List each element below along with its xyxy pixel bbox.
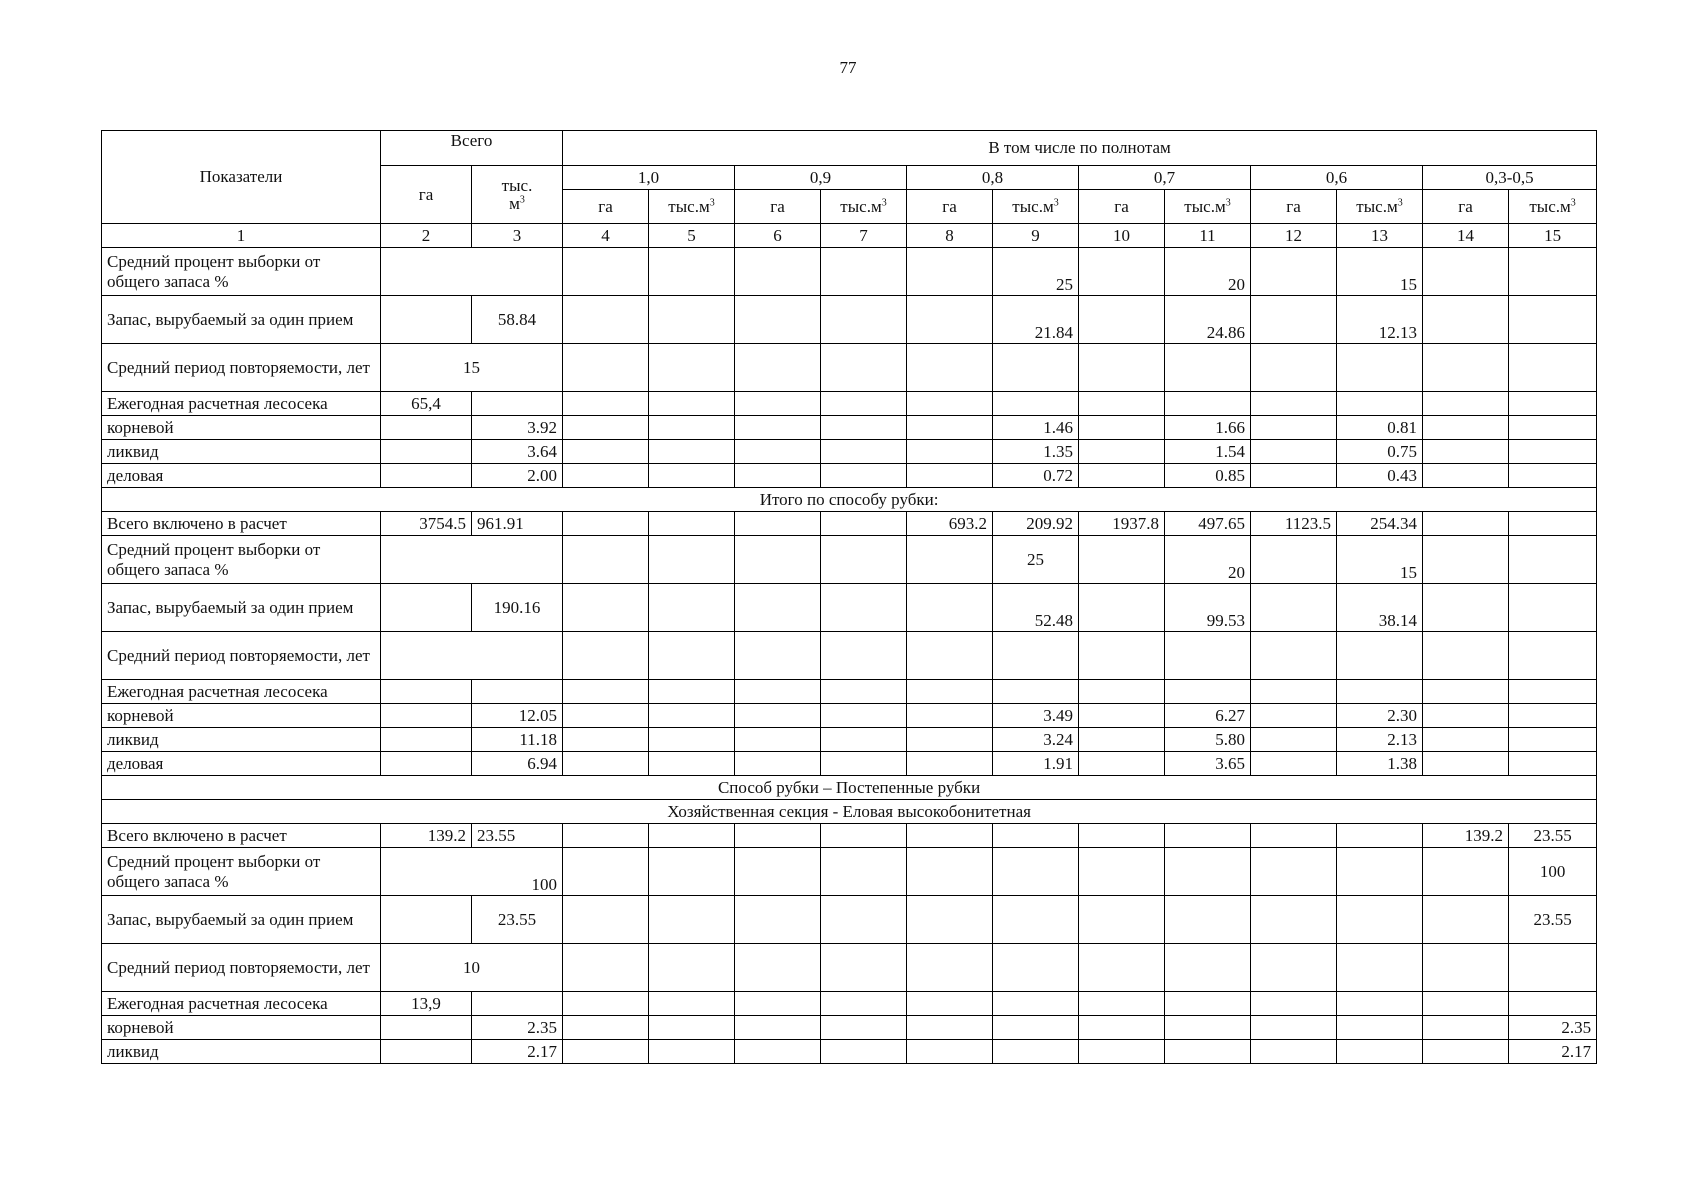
cell-value: 0.43 [1337, 464, 1423, 488]
column-number: 3 [472, 224, 563, 248]
cell-value: 10 [381, 944, 563, 992]
cell-value: 12.13 [1337, 296, 1423, 344]
row-label: Средний процент выборки от общего запаса % [102, 248, 381, 296]
table-row [102, 392, 1597, 416]
row-label: ликвид [102, 1040, 381, 1064]
cell-value: 15 [1337, 536, 1423, 584]
row-label: ликвид [102, 440, 381, 464]
cell-value: 1.54 [1165, 440, 1251, 464]
cell-value: 2.35 [472, 1016, 563, 1040]
cell-value: 1123.5 [1251, 512, 1337, 536]
column-number: 15 [1509, 224, 1597, 248]
row-label: корневой [102, 1016, 381, 1040]
table-row [102, 728, 1597, 752]
cell-value: 6.94 [472, 752, 563, 776]
cell-value: 0.81 [1337, 416, 1423, 440]
cell-value: 100 [1509, 848, 1597, 896]
cell-value: 21.84 [993, 296, 1079, 344]
subheader-m3: $тыс.м^3$ [1509, 190, 1597, 224]
row-label: Средний период повторяемости, лет [102, 632, 381, 680]
cell-value: 254.34 [1337, 512, 1423, 536]
cell-value: 0.85 [1165, 464, 1251, 488]
cell-value: 2.17 [472, 1040, 563, 1064]
cell-value: 1.35 [993, 440, 1079, 464]
cell-value: 11.18 [472, 728, 563, 752]
cell-value: 139.2 [381, 824, 472, 848]
cell-value: 0.75 [1337, 440, 1423, 464]
cell-value: 24.86 [1165, 296, 1251, 344]
subheader-ha: га [1423, 190, 1509, 224]
subheader-ha: га [907, 190, 993, 224]
row-label: Всего включено в расчет [102, 512, 381, 536]
section-title-total-by-method: Итого по способу рубки: [102, 488, 1597, 512]
table-row [102, 512, 1597, 536]
row-label: Запас, вырубаемый за один прием [102, 296, 381, 344]
row-label: Ежегодная расчетная лесосека [102, 680, 381, 704]
row-label: Ежегодная расчетная лесосека [102, 992, 381, 1016]
cell-value: 2.30 [1337, 704, 1423, 728]
cell-value: 139.2 [1423, 824, 1509, 848]
header-density-0-7: 0,7 [1079, 166, 1251, 190]
column-number: 14 [1423, 224, 1509, 248]
subheader-ha: га [735, 190, 821, 224]
cell-value: 23.55 [472, 896, 563, 944]
cell-value: 2.13 [1337, 728, 1423, 752]
table-row [102, 584, 1597, 632]
cell-value: 23.55 [1509, 824, 1597, 848]
table-row [102, 416, 1597, 440]
row-label: Запас, вырубаемый за один прием [102, 896, 381, 944]
cell-value: 3.49 [993, 704, 1079, 728]
cell-value: 58.84 [472, 296, 563, 344]
column-number: 7 [821, 224, 907, 248]
section-title-cutting-method: Способ рубки – Постепенные рубки [102, 776, 1597, 800]
subheader-m3: $тыс.м^3$ [993, 190, 1079, 224]
subheader-m3: $тыс.м^3$ [1165, 190, 1251, 224]
cell-value: 13,9 [381, 992, 472, 1016]
header-density-0-6: 0,6 [1251, 166, 1423, 190]
row-label: деловая [102, 464, 381, 488]
header-density-0-3-0-5: 0,3-0,5 [1423, 166, 1597, 190]
cell-value: 190.16 [472, 584, 563, 632]
column-number-row [102, 224, 1597, 248]
cell-value: 25 [993, 536, 1079, 584]
column-number: 6 [735, 224, 821, 248]
cell-value: 100 [381, 848, 563, 896]
column-number: 5 [649, 224, 735, 248]
cell-value: 0.72 [993, 464, 1079, 488]
table-row [102, 896, 1597, 944]
table-row [102, 536, 1597, 584]
page-number: 77 [839, 58, 857, 77]
subheader-ha: га [563, 190, 649, 224]
cell-value: 5.80 [1165, 728, 1251, 752]
column-number: 13 [1337, 224, 1423, 248]
table-row [102, 704, 1597, 728]
row-label: Запас, вырубаемый за один прием [102, 584, 381, 632]
cell-value: 3754.5 [381, 512, 472, 536]
table-row [102, 992, 1597, 1016]
row-label: деловая [102, 752, 381, 776]
cell-value: 23.55 [472, 824, 563, 848]
column-number: 12 [1251, 224, 1337, 248]
cell-value: 20 [1165, 536, 1251, 584]
cell-value: 38.14 [1337, 584, 1423, 632]
header-total-m3: тыс. $м^3$ [472, 166, 563, 224]
header-density-0-9: 0,9 [735, 166, 907, 190]
header-density-0-8: 0,8 [907, 166, 1079, 190]
section-title-economic-section: Хозяйственная секция - Еловая высокобонитетная [102, 800, 1597, 824]
table-row [102, 1016, 1597, 1040]
row-label: корневой [102, 704, 381, 728]
row-label: корневой [102, 416, 381, 440]
table-row [102, 248, 1597, 296]
row-label: Ежегодная расчетная лесосека [102, 392, 381, 416]
column-number: 8 [907, 224, 993, 248]
table-row [102, 440, 1597, 464]
subheader-m3: $тыс.м^3$ [649, 190, 735, 224]
row-label: ликвид [102, 728, 381, 752]
cell-value: 3.64 [472, 440, 563, 464]
column-number: 1 [102, 224, 381, 248]
table-row [102, 680, 1597, 704]
row-label: Средний процент выборки от общего запаса % [102, 848, 381, 896]
row-label: Средний процент выборки от общего запаса % [102, 536, 381, 584]
cell-value: 209.92 [993, 512, 1079, 536]
table-row [102, 752, 1597, 776]
table-row [102, 632, 1597, 680]
cell-value: 3.92 [472, 416, 563, 440]
table-row [102, 1040, 1597, 1064]
header-indicators: Показатели [102, 131, 381, 224]
cell-value: 1.91 [993, 752, 1079, 776]
cell-value: 2.00 [472, 464, 563, 488]
header-total-ha: га [381, 166, 472, 224]
cell-value: 15 [381, 344, 563, 392]
cell-value: 1.46 [993, 416, 1079, 440]
header-total: Всего [381, 131, 563, 166]
header-including-by-density: В том числе по полнотам [563, 131, 1597, 166]
cell-value: 1937.8 [1079, 512, 1165, 536]
header-density-1-0: 1,0 [563, 166, 735, 190]
table-row [102, 344, 1597, 392]
cell-value: 52.48 [993, 584, 1079, 632]
cell-value: 2.17 [1509, 1040, 1597, 1064]
column-number: 2 [381, 224, 472, 248]
column-number: 9 [993, 224, 1079, 248]
column-number: 10 [1079, 224, 1165, 248]
row-label: Средний период повторяемости, лет [102, 344, 381, 392]
row-label: Всего включено в расчет [102, 824, 381, 848]
allowable-cut-table [101, 130, 1597, 1064]
cell-value: 3.65 [1165, 752, 1251, 776]
subheader-ha: га [1079, 190, 1165, 224]
column-number: 11 [1165, 224, 1251, 248]
subheader-ha: га [1251, 190, 1337, 224]
table-row [102, 464, 1597, 488]
table-row [102, 296, 1597, 344]
cell-value: 25 [993, 248, 1079, 296]
table-row [102, 824, 1597, 848]
cell-value: 20 [1165, 248, 1251, 296]
cell-value: 1.66 [1165, 416, 1251, 440]
subheader-m3: $тыс.м^3$ [1337, 190, 1423, 224]
cell-value: 497.65 [1165, 512, 1251, 536]
cell-value: 693.2 [907, 512, 993, 536]
cell-value: 1.38 [1337, 752, 1423, 776]
column-number: 4 [563, 224, 649, 248]
cell-value: 3.24 [993, 728, 1079, 752]
table-row [102, 944, 1597, 992]
cell-value: 15 [1337, 248, 1423, 296]
row-label: Средний период повторяемости, лет [102, 944, 381, 992]
cell-value: 23.55 [1509, 896, 1597, 944]
cell-value: 2.35 [1509, 1016, 1597, 1040]
cell-value: 6.27 [1165, 704, 1251, 728]
cell-value: 99.53 [1165, 584, 1251, 632]
table-row [102, 848, 1597, 896]
cell-value: 65,4 [381, 392, 472, 416]
subheader-m3: $тыс.м^3$ [821, 190, 907, 224]
cell-value: 12.05 [472, 704, 563, 728]
cell-value: 961.91 [472, 512, 563, 536]
